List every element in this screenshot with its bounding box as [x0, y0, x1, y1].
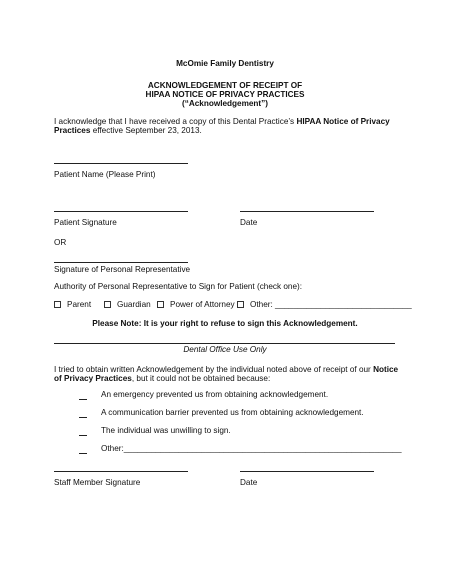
intro-text: I acknowledge that I have received a copy of this Dental Practice’s	[54, 117, 297, 126]
option-guardian-label: Guardian	[117, 300, 151, 309]
staff-signature-label: Staff Member Signature	[54, 478, 141, 487]
office-text: I tried to obtain written Acknowledgement by the individual noted above of receipt of our	[54, 365, 374, 374]
patient-date-label: Date	[240, 218, 258, 227]
patient-signature-line[interactable]	[54, 211, 188, 212]
staff-signature-line[interactable]	[54, 471, 188, 472]
staff-date-label: Date	[240, 478, 258, 487]
office-notice-name-cont: of Privacy Practices	[54, 374, 132, 383]
reason-barrier-blank[interactable]	[79, 417, 87, 418]
reason-emergency: An emergency prevented us from obtaining acknowledgement.	[101, 390, 329, 399]
reason-other-blank[interactable]	[79, 453, 87, 454]
office-use-heading: Dental Office Use Only	[183, 345, 267, 354]
refusal-note: Please Note: It is your right to refuse to sign this Acknowledgement.	[92, 319, 358, 328]
or-label: OR	[54, 238, 67, 247]
intro-notice-name-cont: Practices	[54, 126, 91, 135]
form-title-line1: ACKNOWLEDGEMENT OF RECEIPT OF	[147, 81, 303, 90]
reason-unwilling: The individual was unwilling to sign.	[101, 426, 231, 435]
reason-other[interactable]: Other:_____________________________________________________________	[101, 444, 402, 453]
office-notice-name: Notice	[373, 365, 399, 374]
guardian-checkbox[interactable]	[104, 301, 111, 308]
rep-signature-line[interactable]	[54, 262, 188, 263]
other-checkbox[interactable]	[237, 301, 244, 308]
office-text-line2	[54, 374, 270, 384]
intro-line2	[54, 126, 202, 136]
reason-emergency-blank[interactable]	[79, 399, 87, 400]
patient-name-line[interactable]	[54, 163, 188, 164]
office-text-cont: , but it could not be obtained because:	[131, 374, 271, 383]
poa-checkbox[interactable]	[157, 301, 164, 308]
reason-unwilling-blank[interactable]	[79, 435, 87, 436]
practice-name: McOmie Family Dentistry	[176, 59, 274, 68]
parent-checkbox[interactable]	[54, 301, 61, 308]
authority-label: Authority of Personal Representative to Sign for Patient (check one):	[54, 282, 303, 291]
option-guardian[interactable]	[104, 300, 151, 310]
form-title-line2: HIPAA NOTICE OF PRIVACY PRACTICES	[145, 90, 305, 99]
option-parent[interactable]	[54, 300, 91, 310]
option-parent-label: Parent	[67, 300, 92, 309]
reason-barrier: A communication barrier prevented us from obtaining acknowledgement.	[101, 408, 364, 417]
intro-notice-name: HIPAA Notice of Privacy	[296, 117, 390, 126]
option-poa[interactable]	[157, 300, 235, 310]
option-poa-label: Power of Attorney	[170, 300, 235, 309]
option-other[interactable]	[237, 300, 412, 310]
staff-date-line[interactable]	[240, 471, 374, 472]
patient-date-line[interactable]	[240, 211, 374, 212]
option-other-label: Other: ______________________________	[250, 300, 412, 309]
intro-effective-date: effective September 23, 2013.	[90, 126, 202, 135]
patient-name-label: Patient Name (Please Print)	[54, 170, 156, 179]
form-title-line3: (“Acknowledgement”)	[182, 99, 268, 108]
rep-signature-label: Signature of Personal Representative	[54, 265, 191, 274]
office-use-divider	[54, 343, 395, 344]
patient-signature-label: Patient Signature	[54, 218, 117, 227]
